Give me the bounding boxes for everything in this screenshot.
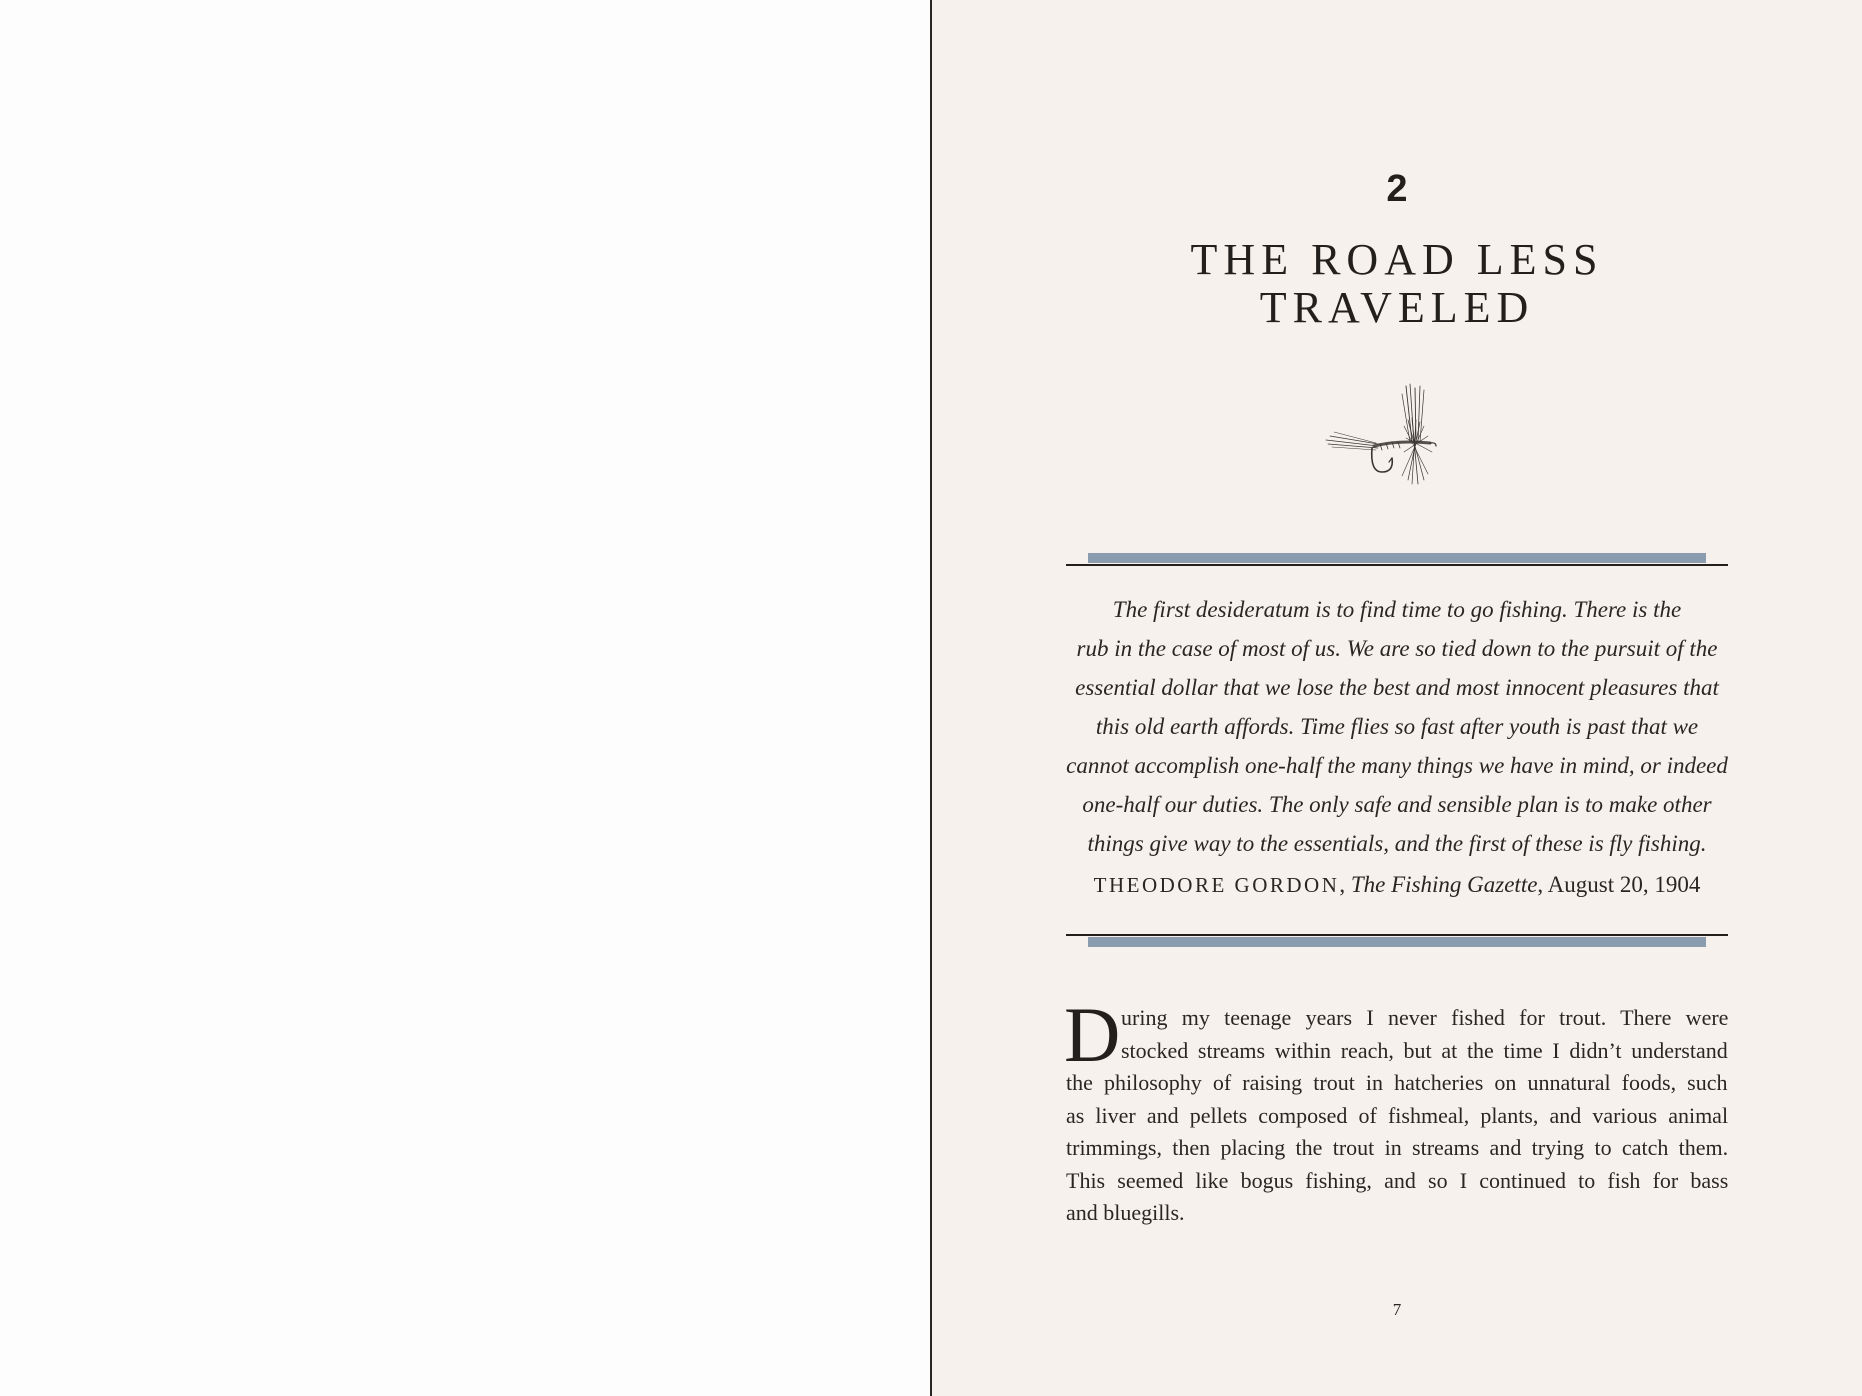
epigraph-line: things give way to the essentials, and the first of these is fly fishing. [1087, 831, 1707, 856]
body-line-text: uring my teenage years I never fished for trout. There were [1121, 1005, 1729, 1030]
attribution-separator: , [1339, 872, 1351, 897]
epigraph-line: essential dollar that we lose the best and most innocent pleasures that [1075, 675, 1719, 700]
body-line-text: trimmings, then placing the trout in streams and trying to catch them. [1066, 1135, 1729, 1160]
epigraph-line: The first desideratum is to find time to go fishing. There is the [1112, 597, 1682, 622]
body-line [1066, 1067, 1728, 1100]
body-line-text: and bluegills. [1066, 1200, 1185, 1225]
body-line [1066, 1132, 1728, 1165]
left-page-blank [0, 0, 930, 1396]
body-paragraph [1064, 991, 1729, 1230]
epigraph-line: rub in the case of most of us. We are so tied down to the pursuit of the [1076, 636, 1718, 661]
epigraph-line: this old earth affords. Time flies so fast after youth is past that we [1095, 714, 1699, 739]
epigraph-attribution [1066, 872, 1728, 898]
epigraph-line: cannot accomplish one-half the many things we have in mind, or indeed [1066, 753, 1728, 778]
body-line [1066, 1035, 1728, 1068]
epigraph-bottom-rule [1066, 932, 1728, 946]
epigraph-top-rule [1066, 553, 1728, 567]
drop-cap: D [1064, 991, 1121, 1078]
attribution-author: THEODORE GORDON [1093, 873, 1340, 897]
rule-band [1088, 937, 1706, 947]
body-line [1066, 1100, 1728, 1133]
epigraph-line: one-half our duties. The only safe and sensible plan is to make other [1082, 792, 1712, 817]
epigraph-quote [1066, 590, 1728, 863]
body-line-text: This seemed like bogus fishing, and so I continued to fish for bass [1066, 1167, 1729, 1193]
rule-line [1066, 564, 1728, 566]
attribution-date: , August 20, 1904 [1537, 872, 1701, 897]
body-line-text: the philosophy of raising trout in hatcheries on unnatural foods, such [1066, 1070, 1728, 1095]
right-page [932, 0, 1862, 1396]
rule-line [1066, 934, 1728, 936]
dry-fly-illustration [1320, 380, 1460, 505]
chapter-title-line-2: TRAVELED [1259, 283, 1535, 332]
body-line [1066, 1002, 1728, 1035]
body-line-text: stocked streams within reach, but at the time I didn’t understand [1121, 1037, 1728, 1063]
rule-band [1088, 553, 1706, 563]
body-line [1066, 1165, 1728, 1198]
chapter-title-line-1: THE ROAD LESS [1190, 235, 1604, 284]
body-line [1066, 1197, 1728, 1230]
chapter-number: 2 [1386, 168, 1408, 210]
body-line-text: as liver and pellets composed of fishmeal, plants, and various animal [1066, 1102, 1729, 1128]
page-number: 7 [1392, 1300, 1402, 1319]
attribution-publication: The Fishing Gazette [1350, 872, 1538, 897]
chapter-title [932, 236, 1862, 332]
